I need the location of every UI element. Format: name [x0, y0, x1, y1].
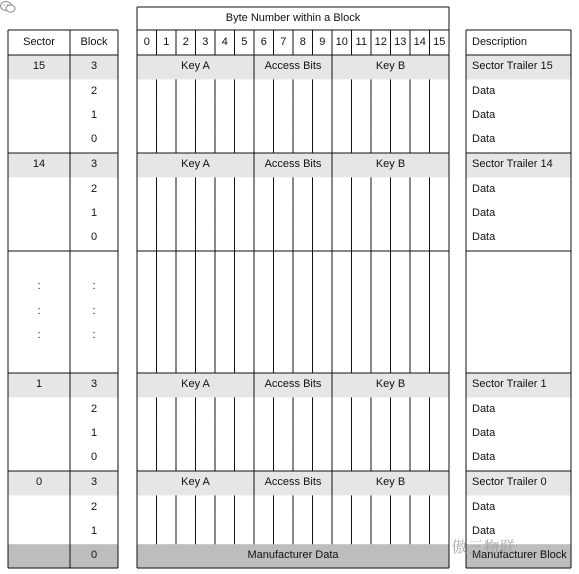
key-a-field: Key A	[181, 378, 210, 391]
byte-number-15: 15	[433, 35, 446, 48]
byte-number-4: 4	[221, 35, 228, 48]
sector-column-header: Sector	[23, 35, 55, 48]
data-label: Data	[472, 451, 496, 464]
block-column-header: Block	[80, 35, 108, 48]
byte-number-9: 9	[319, 35, 326, 48]
byte-number-1: 1	[163, 35, 170, 48]
byte-number-0: 0	[143, 35, 150, 48]
block-number: 1	[90, 525, 98, 537]
data-label: Data	[472, 231, 496, 244]
manufacturer-block-label: Manufacturer Block	[472, 549, 567, 562]
data-label: Data	[472, 525, 496, 537]
byte-number-6: 6	[260, 35, 267, 48]
access-bits-field: Access Bits	[264, 158, 322, 171]
byte-number-10: 10	[335, 35, 348, 48]
ellipsis-block: :	[92, 329, 96, 341]
block-number: 2	[90, 500, 98, 513]
ellipsis-block: :	[92, 280, 96, 292]
key-b-field: Key B	[375, 158, 406, 171]
block-number: 1	[90, 207, 98, 219]
ellipsis-block: :	[92, 305, 96, 317]
block-number: 0	[90, 231, 98, 244]
manufacturer-data-field: Manufacturer Data	[247, 549, 339, 562]
sector-trailer-label: Sector Trailer 0	[472, 476, 547, 489]
block-number: 3	[90, 158, 98, 171]
block-number: 1	[90, 427, 98, 439]
manufacturer-row-shade-left	[8, 544, 118, 568]
trailer-row-shade-left	[8, 471, 118, 495]
block-number: 2	[90, 402, 98, 415]
sector-number: 0	[35, 476, 43, 489]
watermark-text: 傲三物联	[452, 539, 517, 556]
data-label: Data	[472, 207, 496, 219]
data-label: Data	[472, 402, 496, 415]
key-b-field: Key B	[375, 378, 406, 391]
block-number: 3	[90, 476, 98, 489]
ellipsis-sector: :	[37, 280, 41, 292]
block-number: 0	[90, 451, 98, 464]
key-a-field: Key A	[181, 476, 210, 489]
ellipsis-sector: :	[37, 329, 41, 341]
byte-number-7: 7	[280, 35, 287, 48]
sector-trailer-label: Sector Trailer 14	[472, 158, 553, 171]
byte-number-title: Byte Number within a Block	[225, 11, 361, 24]
access-bits-field: Access Bits	[264, 60, 322, 73]
byte-number-14: 14	[413, 35, 426, 48]
wechat-logo-icon	[0, 0, 16, 14]
byte-number-2: 2	[182, 35, 189, 48]
ellipsis-sector: :	[37, 305, 41, 317]
byte-number-3: 3	[202, 35, 209, 48]
byte-number-5: 5	[241, 35, 248, 48]
byte-number-12: 12	[374, 35, 387, 48]
trailer-row-shade-left	[8, 373, 118, 397]
sector-number: 14	[32, 158, 46, 171]
access-bits-field: Access Bits	[264, 378, 322, 391]
data-label: Data	[472, 133, 496, 146]
key-a-field: Key A	[181, 60, 210, 73]
trailer-row-shade-left	[8, 153, 118, 177]
block-number: 0	[90, 549, 98, 562]
data-label: Data	[472, 427, 496, 439]
key-b-field: Key B	[375, 60, 406, 73]
key-a-field: Key A	[181, 158, 210, 171]
block-number: 3	[90, 60, 98, 73]
data-label: Data	[472, 500, 496, 513]
key-b-field: Key B	[375, 476, 406, 489]
byte-number-11: 11	[355, 35, 367, 48]
block-number: 2	[90, 182, 98, 195]
sector-trailer-label: Sector Trailer 15	[472, 60, 553, 73]
block-number: 3	[90, 378, 98, 391]
sector-number: 15	[32, 60, 46, 73]
sector-number: 1	[35, 378, 43, 391]
trailer-row-shade-left	[8, 55, 118, 79]
sector-trailer-label: Sector Trailer 1	[472, 378, 547, 391]
data-label: Data	[472, 109, 496, 121]
byte-number-8: 8	[299, 35, 306, 48]
byte-number-13: 13	[394, 35, 407, 48]
data-label: Data	[472, 182, 496, 195]
block-number: 1	[90, 109, 98, 121]
access-bits-field: Access Bits	[264, 476, 322, 489]
data-label: Data	[472, 84, 496, 97]
block-number: 0	[90, 133, 98, 146]
block-number: 2	[90, 84, 98, 97]
description-column-header: Description	[472, 35, 528, 48]
